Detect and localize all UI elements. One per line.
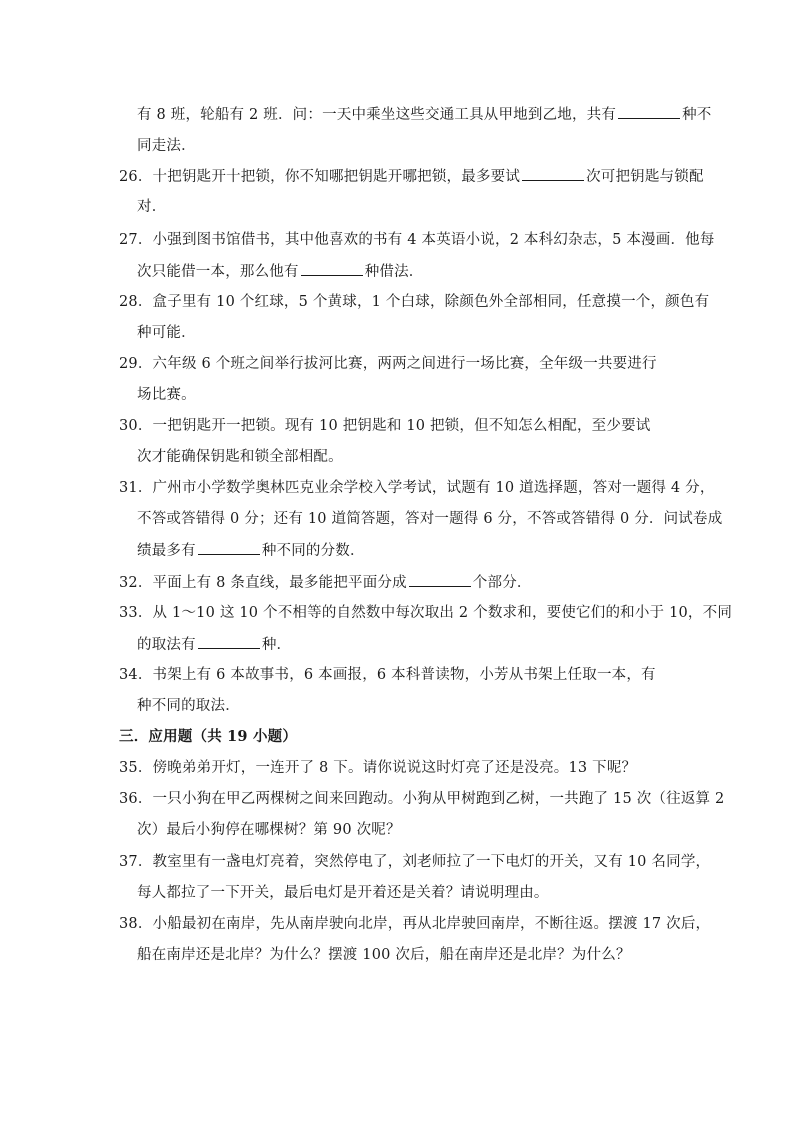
line-text: 对． xyxy=(137,199,167,215)
text-line xyxy=(137,136,196,156)
text-line xyxy=(137,261,424,282)
line-text: 种不同的分数． xyxy=(261,543,365,559)
line-text: 次才能确保钥匙和锁全部相配。 xyxy=(137,449,343,465)
text-line xyxy=(137,447,343,467)
text-line xyxy=(119,354,657,374)
line-text: 26．十把钥匙开十把锁，你不知哪把钥匙开哪把锁，最多要试 xyxy=(119,169,521,185)
line-text: 31．广州市小学数学奥林匹克业余学校入学考试，试题有 10 道选择题，答对一题得 4 分， xyxy=(119,480,715,496)
line-text: 38．小船最初在南岸，先从南岸驶向北岸，再从北岸驶回南岸，不断往返。摆渡 17 次后， xyxy=(119,916,711,932)
text-line xyxy=(137,197,166,217)
text-line xyxy=(119,665,656,685)
text-line xyxy=(119,292,709,312)
line-text: 28．盒子里有 10 个红球，5 个黄球，1 个白球，除颜色外全部相同，任意摸一个，颜色有 xyxy=(119,294,710,310)
line-text: 种不同的取法． xyxy=(137,698,240,714)
text-line xyxy=(119,789,724,809)
text-line xyxy=(119,914,710,934)
line-text: 种可能． xyxy=(137,325,196,341)
text-line xyxy=(137,945,631,965)
text-line xyxy=(119,572,532,593)
line-text: 三．应用题（共 19 小题） xyxy=(119,728,298,745)
line-text: 次可把钥匙与锁配 xyxy=(586,169,704,185)
line-text: 29．六年级 6 个班之间举行拔河比赛，两两之间进行一场比赛，全年级一共要进行 xyxy=(119,356,657,372)
line-text: 种借法． xyxy=(364,264,424,280)
line-text: 34．书架上有 6 本故事书，6 本画报，6 本科普读物，小芳从书架上任取一本，有 xyxy=(119,667,656,683)
text-line xyxy=(137,820,401,840)
line-text: 次只能借一本，那么他有 xyxy=(137,264,299,280)
line-text: 30．一把钥匙开一把锁。现有 10 把钥匙和 10 把锁，但不知怎么相配，至少要试 xyxy=(119,418,651,434)
answer-blank[interactable] xyxy=(618,104,680,119)
answer-blank[interactable] xyxy=(409,572,471,587)
line-text: 的取法有 xyxy=(137,637,196,653)
line-text: 种不 xyxy=(682,107,712,123)
text-line xyxy=(137,696,240,716)
line-text: 种． xyxy=(261,637,292,653)
line-text: 同走法． xyxy=(137,138,196,154)
text-line xyxy=(119,416,651,436)
line-text: 不答或答错得 0 分；还有 10 道简答题，答对一题得 6 分，不答或答错得 0 分．问试卷成 xyxy=(137,511,723,527)
text-line xyxy=(137,385,196,405)
text-line xyxy=(137,883,549,903)
text-line xyxy=(137,634,291,655)
text-line xyxy=(137,509,722,529)
line-text: 33．从 1～10 这 10 个不相等的自然数中每次取出 2 个数求和，要使它们的和小于 10，不同 xyxy=(119,605,733,621)
answer-blank[interactable] xyxy=(198,634,260,649)
line-text: 27．小强到图书馆借书，其中他喜欢的书有 4 本英语小说，2 本科幻杂志，5 本漫画．他每 xyxy=(119,232,715,248)
text-line xyxy=(119,603,732,623)
text-line xyxy=(119,852,710,872)
answer-blank[interactable] xyxy=(301,261,363,276)
text-line xyxy=(119,478,715,498)
line-text: 每人都拉了一下开关，最后电灯是开着还是关着？请说明理由。 xyxy=(137,885,549,901)
text-line xyxy=(137,323,196,343)
line-text: 35．傍晚弟弟开灯，一连开了 8 下。请你说说这时灯亮了还是没亮。13 下呢？ xyxy=(119,760,637,776)
text-line xyxy=(119,166,704,187)
answer-blank[interactable] xyxy=(522,166,584,181)
line-text: 船在南岸还是北岸？为什么？摆渡 100 次后，船在南岸还是北岸？为什么？ xyxy=(137,947,631,963)
line-text: 有 8 班，轮船有 2 班．问：一天中乘坐这些交通工具从甲地到乙地，共有 xyxy=(137,107,617,123)
text-line xyxy=(119,758,636,778)
line-text: 场比赛。 xyxy=(137,387,196,403)
line-text: 37．教室里有一盏电灯亮着，突然停电了，刘老师拉了一下电灯的开关，又有 10 名同学， xyxy=(119,854,711,870)
line-text: 绩最多有 xyxy=(137,543,196,559)
line-text: 个部分． xyxy=(472,575,532,591)
line-text: 次）最后小狗停在哪棵树？第 90 次呢？ xyxy=(137,822,401,838)
text-line xyxy=(137,104,712,125)
text-line xyxy=(137,540,365,561)
line-text: 36．一只小狗在甲乙两棵树之间来回跑动。小狗从甲树跑到乙树，一共跑了 15 次（往返算 2 xyxy=(119,791,725,807)
line-text: 32．平面上有 8 条直线，最多能把平面分成 xyxy=(119,575,407,591)
answer-blank[interactable] xyxy=(198,540,260,555)
section-heading xyxy=(119,727,297,747)
text-line xyxy=(119,230,715,250)
